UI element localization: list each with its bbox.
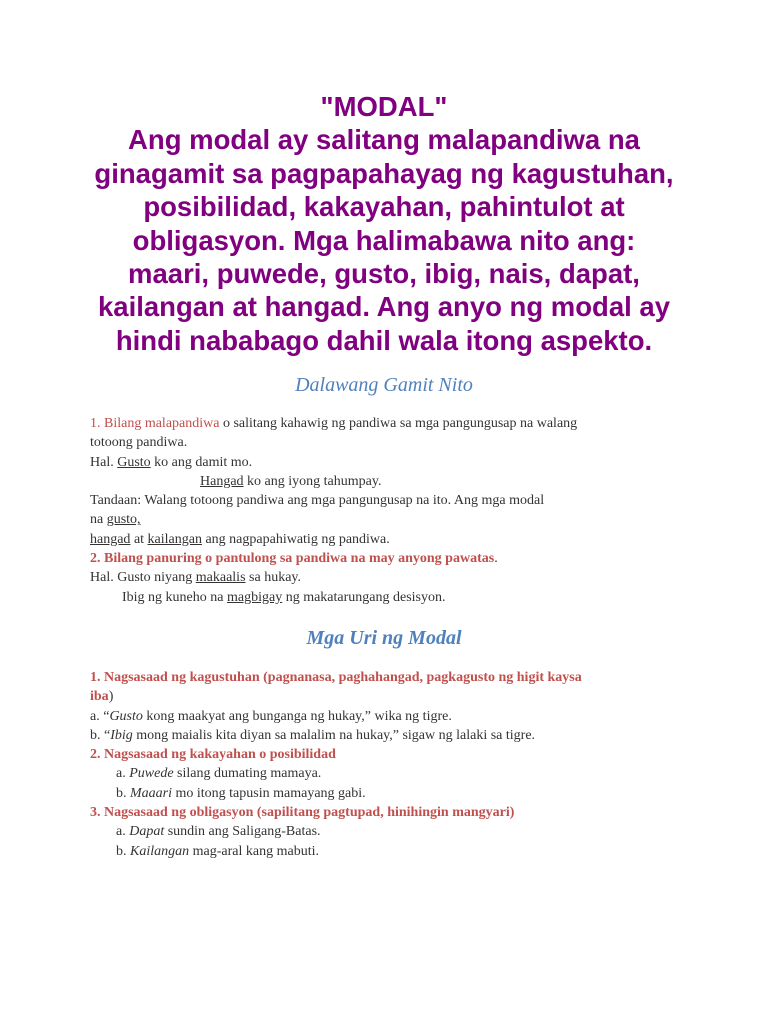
paragraph: 1. Bilang malapandiwa o salitang kahawig ng pandiwa sa mga pangungusap na walang	[90, 416, 578, 431]
example-line: Hal. Gusto niyang makaalis sa hukay.	[90, 570, 301, 586]
section-uri-body	[90, 668, 700, 861]
item-heading: 1. Nagsasaad ng kagustuhan (pagnanasa, paghahangad, pagkagusto ng higit kaysa	[90, 670, 582, 685]
note-line: na gusto,	[90, 512, 141, 528]
item-heading: iba)	[90, 689, 114, 705]
title-line: obligasyon. Mga halimabawa nito ang:	[132, 224, 636, 256]
item-heading: 2. Nagsasaad ng kakayahan o posibilidad	[90, 747, 336, 763]
item-label: Bilang malapandiwa	[104, 416, 220, 431]
title-line: ginagamit sa pagpapahayag ng kagustuhan,	[94, 157, 674, 189]
example-line: a. “Gusto kong maakyat ang bunganga ng hukay,” wika ng tigre.	[90, 708, 452, 724]
section-heading-gamit: Dalawang Gamit Nito	[295, 374, 473, 396]
item-heading: 2. Bilang panuring o pantulong sa pandiwa na may anyong pawatas.	[90, 551, 498, 567]
section-gamit-body	[90, 414, 700, 607]
example-line: Hal. Gusto ko ang damit mo.	[90, 454, 253, 470]
example-line: Hangad ko ang iyong tahumpay.	[200, 473, 382, 489]
section-heading-uri: Mga Uri ng Modal	[306, 627, 462, 649]
document-title	[60, 90, 708, 357]
example-line: b. “Ibig mong maialis kita diyan sa malalim na hukay,” sigaw ng lalaki sa tigre.	[90, 727, 536, 743]
title-line: hindi nababago dahil wala itong aspekto.	[115, 324, 653, 356]
example-line: Ibig ng kuneho na magbigay ng makatarungang desisyon.	[122, 589, 446, 605]
title-line: Ang modal ay salitang malapandiwa na	[128, 124, 640, 156]
example-line: b. Kailangan mag-aral kang mabuti.	[116, 843, 319, 859]
item-heading: 3. Nagsasaad ng obligasyon (sapilitang pagtupad, hinihingin mangyari)	[90, 805, 515, 821]
example-line: a. Puwede silang dumating mamaya.	[116, 766, 322, 782]
title-line: "MODAL"	[320, 91, 448, 122]
example-line: b. Maaari mo itong tapusin mamayang gabi.	[116, 785, 366, 801]
note-line: hangad at kailangan ang nagpapahiwatig ng pandiwa.	[90, 531, 390, 547]
note-line: Tandaan: Walang totoong pandiwa ang mga pangungusap na ito. Ang mga modal	[90, 493, 545, 509]
title-line: kailangan at hangad. Ang anyo ng modal ay	[98, 291, 670, 323]
title-line: maari, puwede, gusto, ibig, nais, dapat,	[128, 258, 640, 290]
paragraph: totoong pandiwa.	[90, 435, 188, 451]
example-line: a. Dapat sundin ang Saligang-Batas.	[116, 824, 321, 840]
title-line: posibilidad, kakayahan, pahintulot at	[143, 191, 625, 223]
